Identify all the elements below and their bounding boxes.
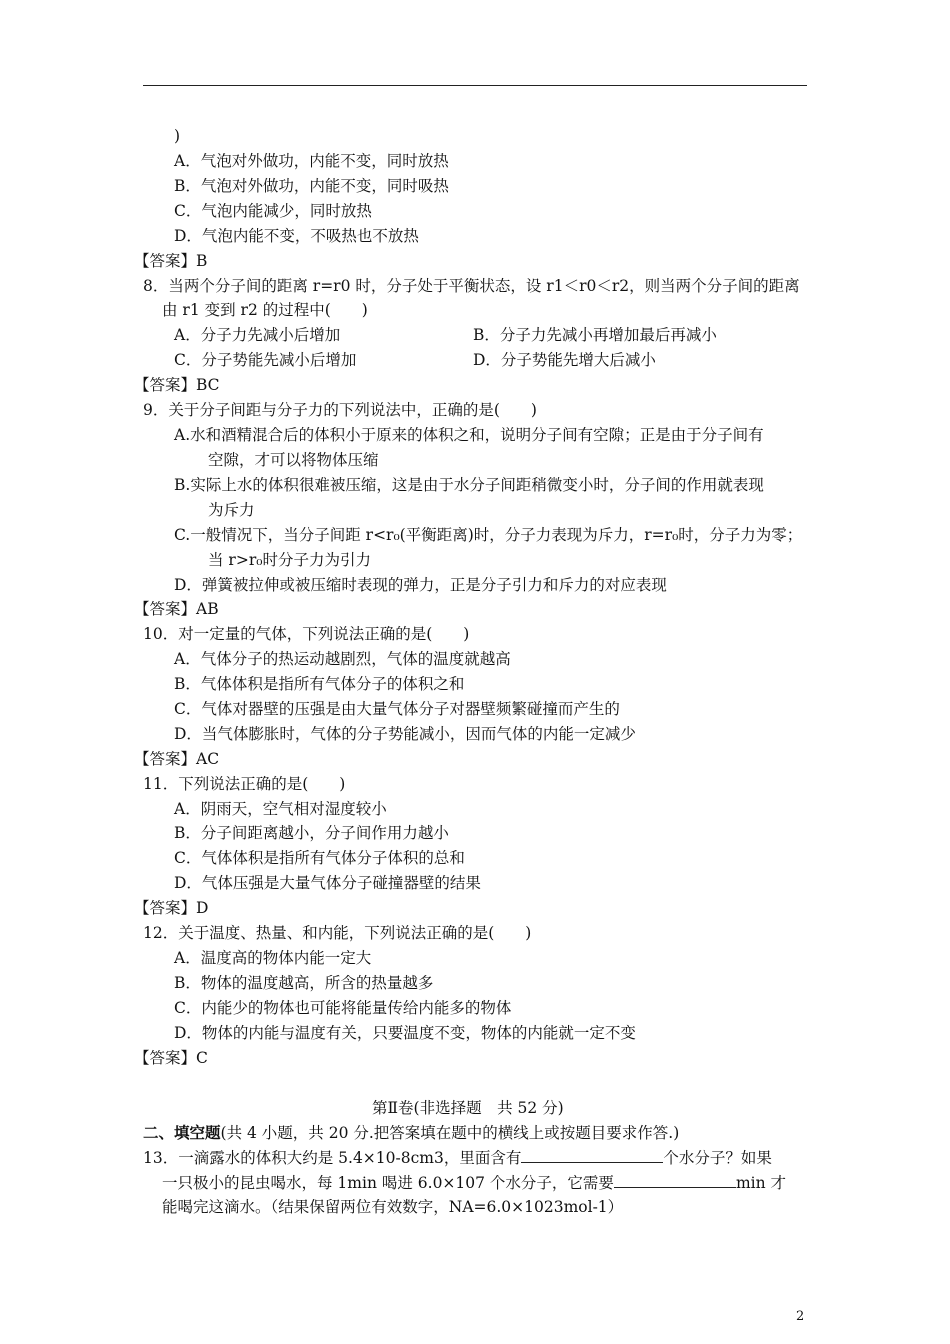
q10-stem: 10．对一定量的气体，下列说法正确的是( ) <box>143 625 470 643</box>
q9-option-a-line1: A.水和酒精混合后的体积小于原来的体积之和，说明分子间有空隙；正是由于分子间有 <box>174 426 764 444</box>
q12-stem: 12．关于温度、热量、和内能，下列说法正确的是( ) <box>143 924 532 942</box>
section-heading <box>143 1123 679 1143</box>
q8-answer: 【答案】BC <box>134 376 220 394</box>
q11-answer: 【答案】D <box>134 899 209 917</box>
q13-line2-text-b: min 才 <box>735 1174 787 1192</box>
q11-option-a: A．阴雨天，空气相对湿度较小 <box>174 800 387 818</box>
q10-option-c: C．气体对器壁的压强是由大量气体分子对器壁频繁碰撞而产生的 <box>174 700 620 718</box>
q9-option-a-line2: 空隙，才可以将物体压缩 <box>208 451 379 469</box>
q13-line3: 能喝完这滴水。（结果保留两位有效数字，NA=6.0×1023mol-1） <box>162 1198 624 1216</box>
q9-option-b-line1: B.实际上水的体积很难被压缩，这是由于水分子间距稍微变小时，分子间的作用就表现 <box>174 476 764 494</box>
q13-line2 <box>162 1173 786 1193</box>
q10-option-d: D．当气体膨胀时，气体的分子势能减小，因而气体的内能一定减少 <box>174 725 636 743</box>
q12-option-c: C．内能少的物体也可能将能量传给内能多的物体 <box>174 999 512 1017</box>
q9-option-c-line2: 当 r>r₀时分子力为引力 <box>208 551 371 569</box>
q11-option-b: B．分子间距离越小，分子间作用力越小 <box>174 824 449 842</box>
q12-option-d: D．物体的内能与温度有关，只要温度不变，物体的内能就一定不变 <box>174 1024 636 1042</box>
q13-blank-2[interactable] <box>614 1173 736 1188</box>
q12-option-b: B．物体的温度越高，所含的热量越多 <box>174 974 434 992</box>
section-heading-instructions: (共 4 小题，共 20 分.把答案填在题中的横线上或按题目要求作答.) <box>220 1124 680 1142</box>
q7-continuation: ) <box>174 127 181 145</box>
q11-option-d: D．气体压强是大量气体分子碰撞器壁的结果 <box>174 874 481 892</box>
q8-stem-line2: 由 r1 变到 r2 的过程中( ) <box>162 301 368 319</box>
q13-line1-text-b: 个水分子？如果 <box>663 1149 772 1167</box>
q8-option-c: C．分子势能先减小后增加 <box>174 351 357 369</box>
q9-option-b-line2: 为斥力 <box>208 501 255 519</box>
q8-option-b: B．分子力先减小再增加最后再减小 <box>473 326 717 344</box>
q8-option-d: D．分子势能先增大后减小 <box>473 351 656 369</box>
q7-option-d: D．气泡内能不变，不吸热也不放热 <box>174 227 419 245</box>
q7-option-b: B．气泡对外做功，内能不变，同时吸热 <box>174 177 449 195</box>
q12-answer: 【答案】C <box>134 1049 208 1067</box>
q7-answer: 【答案】B <box>134 252 208 270</box>
q9-option-c-line1: C.一般情况下，当分子间距 r<r₀(平衡距离)时，分子力表现为斥力，r=r₀时，分子力为零； <box>174 526 803 544</box>
q7-option-a: A．气泡对外做功，内能不变，同时放热 <box>174 152 449 170</box>
q11-option-c: C．气体体积是指所有气体分子体积的总和 <box>174 849 465 867</box>
q9-answer: 【答案】AB <box>134 600 219 618</box>
q7-option-c: C．气泡内能减少，同时放热 <box>174 202 372 220</box>
q13-line1-text-a: 13．一滴露水的体积大约是 5.4×10-8cm3，里面含有 <box>143 1149 522 1167</box>
q9-stem: 9．关于分子间距与分子力的下列说法中，正确的是( ) <box>143 401 537 419</box>
page-number: 2 <box>796 1309 805 1324</box>
section-heading-label: 二、填空题 <box>143 1123 221 1142</box>
q10-option-b: B．气体体积是指所有气体分子的体积之和 <box>174 675 465 693</box>
q13-line1 <box>143 1148 772 1168</box>
q10-answer: 【答案】AC <box>134 750 220 768</box>
section-title: 第Ⅱ卷(非选择题 共 52 分) <box>372 1099 564 1117</box>
q13-line2-text-a: 一只极小的昆虫喝水，每 1min 喝进 6.0×107 个水分子，它需要 <box>162 1174 614 1192</box>
q9-option-d: D．弹簧被拉伸或被压缩时表现的弹力，正是分子引力和斥力的对应表现 <box>174 576 667 594</box>
q8-stem-line1: 8．当两个分子间的距离 r=r0 时，分子处于平衡状态，设 r1＜r0＜r2，则当两个分子间的距离 <box>143 277 800 295</box>
q8-option-a: A．分子力先减小后增加 <box>174 326 341 344</box>
q10-option-a: A．气体分子的热运动越剧烈，气体的温度就越高 <box>174 650 511 668</box>
q12-option-a: A．温度高的物体内能一定大 <box>174 949 372 967</box>
q13-blank-1[interactable] <box>521 1148 663 1163</box>
q11-stem: 11．下列说法正确的是( ) <box>143 775 346 793</box>
header-rule <box>143 85 807 86</box>
